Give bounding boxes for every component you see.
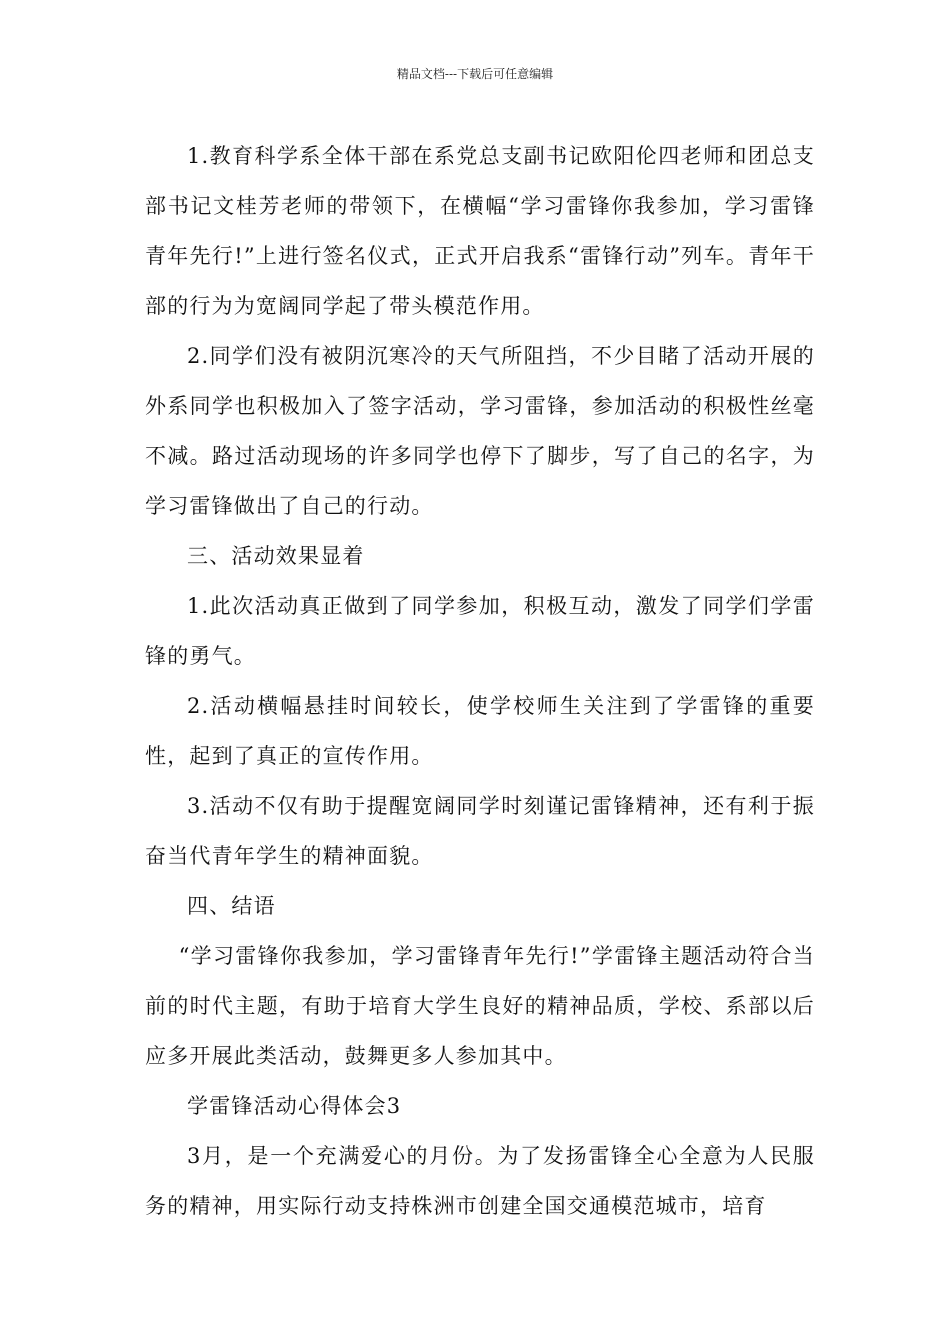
paragraph-2: 2.同学们没有被阴沉寒冷的天气所阻挡，不少目睹了活动开展的外系同学也积极加入了签字活动，学习雷锋，参加活动的积极性丝毫不减。路过活动现场的许多同学也停下了脚步，写了自己的名字，为学习雷锋做出了自己的行动。 xyxy=(145,344,815,518)
article-title: 学雷锋活动心得体会3 xyxy=(187,1094,402,1118)
section-heading-4: 四、结语 xyxy=(187,894,276,918)
paragraph-4: 2.活动横幅悬挂时间较长，使学校师生关注到了学雷锋的重要性，起到了真正的宣传作用。 xyxy=(145,694,815,768)
document-body xyxy=(145,131,815,1231)
page-header: 精品文档---下载后可任意编辑 xyxy=(396,67,554,81)
paragraph-7: 3月，是一个充满爱心的月份。为了发扬雷锋全心全意为人民服务的精神，用实际行动支持株洲市创建全国交通模范城市，培育 xyxy=(145,1144,815,1218)
paragraph-1: 1.教育科学系全体干部在系党总支副书记欧阳伦四老师和团总支部书记文桂芳老师的带领下，在横幅“学习雷锋你我参加，学习雷锋青年先行!”上进行签名仪式，正式开启我系“雷锋行动”列车。青年干部的行为为宽阔同学起了带头模范作用。 xyxy=(145,144,815,318)
paragraph-5: 3.活动不仅有助于提醒宽阔同学时刻谨记雷锋精神，还有利于振奋当代青年学生的精神面貌。 xyxy=(145,794,815,868)
paragraph-6: “学习雷锋你我参加，学习雷锋青年先行!”学雷锋主题活动符合当前的时代主题，有助于培育大学生良好的精神品质，学校、系部以后应多开展此类活动，鼓舞更多人参加其中。 xyxy=(145,944,815,1068)
paragraph-3: 1.此次活动真正做到了同学参加，积极互动，激发了同学们学雷锋的勇气。 xyxy=(145,594,815,668)
section-heading-3: 三、活动效果显着 xyxy=(187,544,365,568)
